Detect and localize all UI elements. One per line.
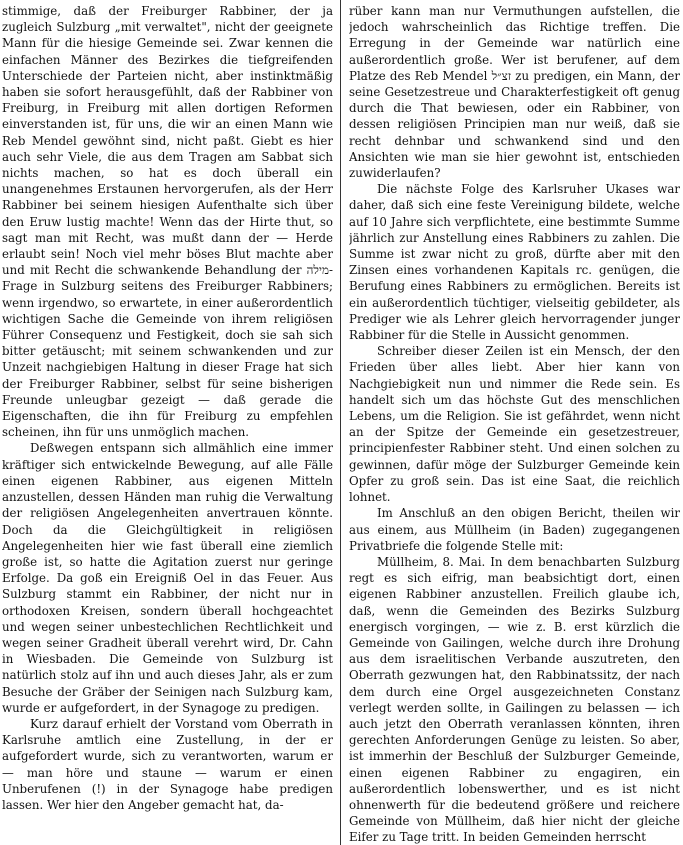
paragraph: rüber kann man nur Vermuthungen aufstellen, die jedoch wahrscheinlich das Richtige treffen. Die Erregung in der Gemeinde war natürlich eine außerordentlich große. Wer ist berufener, auf dem Platze des Reb Mendel ‏זצ״ל‏ zu predigen, ein Mann, der seine Gesetzestreue und Charakterfestigkeit oft genug durch die That bewiesen, oder ein Rabbiner, von dessen religiösen Principien man nur weiß, daß sie recht dehnbar und schwankend sind und den Ansichten wie man sie hier gewohnt ist, entschieden zuwiderlaufen?	[349, 4, 680, 181]
paragraph: Die nächste Folge des Karlsruher Ukases war daher, daß sich eine feste Vereinigung bildete, welche auf 10 Jahre sich verpflichtete, eine bestimmte Summe jährlich zur Anstellung eines Rabbiners zu zahlen. Die Summe ist zwar nicht zu groß, dürfte aber mit den Zinsen eines vorhandenen Kapitals rc. genügen, die Berufung eines Rabbiners zu ermöglichen. Bereits ist ein außerordentlich tüchtiger, vielseitig gebildeter, als Prediger wie als Lehrer gleich hervorragender junger Rabbiner für die Stelle in Aussicht genommen.	[349, 182, 680, 343]
column-divider	[340, 0, 341, 845]
paragraph: Müllheim, 8. Mai. In dem benachbarten Sulzburg regt es sich eifrig, man beabsichtigt dort, einen eigenen Rabbiner anzustellen. Freilich glaube ich, daß, wenn die Gemeinden des Bezirks Sulzburg energisch vorgingen, — wie z. B. erst kürzlich die Gemeinde von Gailingen, welche durch ihre Drohung aus dem israelitischen Verbande auszutreten, den Oberrath gezwungen hat, den Rabbinatssitz, der nach dem durch eine Orgel ausgezeichneten Constanz verlegt werden sollte, in Gailingen zu belassen — ich auch jetzt den Oberrath veranlassen könnten, ihren gerechten Anforderungen Genüge zu leisten. So aber, ist immerhin der Beschluß der Sulzburger Gemeinde, einen eigenen Rabbiner zu engagiren, ein außerordentlich lobenswerther, und es ist nicht ohnenwerth für die bedeutend größere und reichere Gemeinde von Müllheim, daß hier nicht der gleiche Eifer zu Tage tritt. In beiden Gemeinden herrscht	[349, 554, 680, 845]
paragraph: Kurz darauf erhielt der Vorstand vom Oberrath in Karlsruhe amtlich eine Zustellung, in der er aufgefordert wurde, sich zu verantworten, warum er — man höre und staune — warum er einen Unberufenen (!) in der Synagoge habe predigen lassen. Wer hier den Angeber gemacht hat, da-	[2, 716, 333, 812]
right-column	[349, 3, 680, 845]
paragraph: stimmige, daß der Freiburger Rabbiner, der ja zugleich Sulzburg „mit verwaltet", nicht der geeignete Mann für die hiesige Gemeinde sei. Zwar kennen die einfachen Männer des Bezirkes die tiefgreifenden Unterschiede der Parteien nicht, aber instinktmäßig haben sie sofort herausgefühlt, daß der Rabbiner von Freiburg, in Freiburg mit allen dortigen Reformen einverstanden ist, für uns, die wir an einen Mann wie Reb Mendel gewöhnt sind, nicht paßt. Giebt es hier auch sehr Viele, die aus dem Tragen am Sabbat sich nichts machen, so hat es doch überall ein unangenehmes Erstaunen hervorgerufen, als der Herr Rabbiner bei seinem hiesigen Aufenthalte sich über den Eruw lustig machte! Wenn das der Hirte thut, so sagt man mit Recht, was mußt dann der — Herde erlaubt sein! Noch viel mehr böses Blut machte aber und mit Recht die schwankende Behandlung der ‏מילה‏-Frage in Sulzburg seitens des Freiburger Rabbiners; wenn irgendwo, so erwartete, in einer außerordentlich wichtigen Sache die Gemeinde von ihrem religiösen Führer Consequenz und Festigkeit, doch sie sah sich bitter getäuscht; mit seinem schwankenden und zur Unzeit nachgiebigen Haltung in dieser Frage hat sich der Freiburger Rabbiner, selbst für seine bisherigen Freunde unleugbar gezeigt — daß gerade die Eigenschaften, die ihn für Freiburg zu empfehlen scheinen, ihn für uns unmöglich machen.	[2, 4, 333, 440]
paragraph: Schreiber dieser Zeilen ist ein Mensch, der den Frieden über alles liebt. Aber hier kann von Nachgiebigkeit nun und nimmer die Rede sein. Es handelt sich um das höchste Gut des menschlichen Lebens, um die Religion. Sie ist gefährdet, wenn nicht an der Spitze der Gemeinde ein gesetzestreuer, principienfester Rabbiner steht. Und einen solchen zu gewinnen, dafür möge der Sulzburger Gemeinde kein Opfer zu groß sein. Das ist eine Saat, die reichlich lohnet.	[349, 344, 680, 505]
left-column	[2, 3, 333, 845]
paragraph: Deßwegen entspann sich allmählich eine immer kräftiger sich entwickelnde Bewegung, auf alle Fälle einen eigenen Rabbiner, aus eigenen Mitteln anzustellen, dessen Händen man ruhig die Verwaltung der religiösen Angelegenheiten anvertrauen könnte. Doch da die Gleichgültigkeit in religiösen Angelegenheiten hier wie fast überall eine ziemlich große ist, so hatte die Agitation zuerst nur geringe Erfolge. Da goß ein Ereigniß Oel in das Feuer. Aus Sulzburg stammt ein Rabbiner, der nicht nur in orthodoxen Kreisen, sondern überall hochgeachtet und wegen seiner unbestechlichen Rechtlichkeit und wegen seiner Gradheit überall verehrt wird, Dr. Cahn in Wiesbaden. Die Gemeinde von Sulzburg ist natürlich stolz auf ihn und auch dieses Jahr, als er zum Besuche der Gräber der Seinigen nach Sulzburg kam, wurde er aufgefordert, in der Synagoge zu predigen.	[2, 441, 333, 715]
paragraph: Im Anschluß an den obigen Bericht, theilen wir aus einem, aus Müllheim (in Baden) zugegangenen Privatbriefe die folgende Stelle mit:	[349, 506, 680, 553]
